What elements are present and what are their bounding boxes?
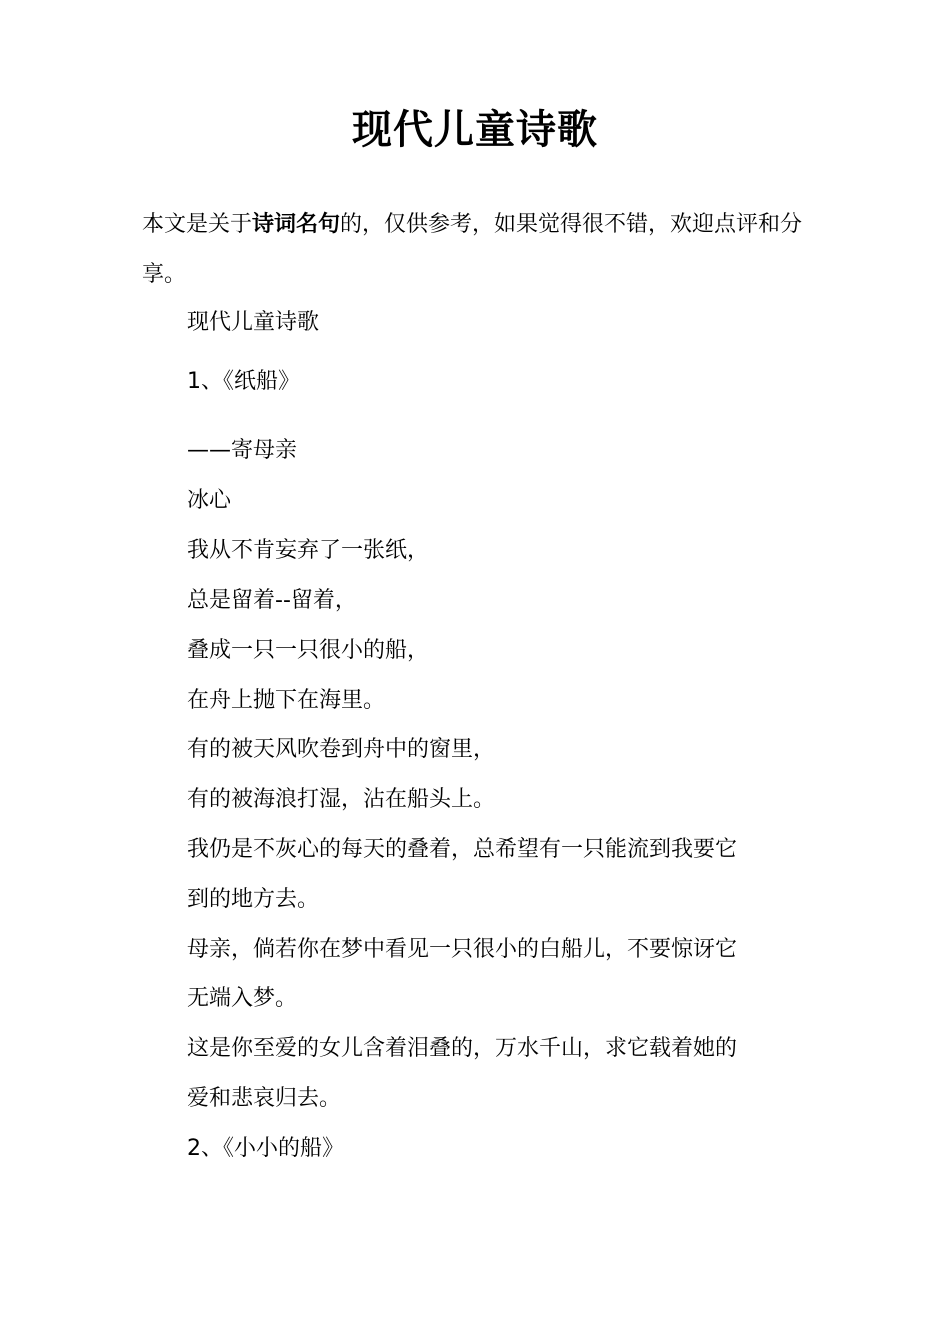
document-title: 现代儿童诗歌 [352,107,598,153]
poem-author: 冰心 [187,488,232,513]
intro-text-before: 本文是关于 [142,212,253,237]
poem-title: 2、《小小的船》 [187,1136,344,1161]
poem-line: 有的被天风吹卷到舟中的窗里， [187,737,496,762]
intro-text-after: 的，仅供参考，如果觉得很不错，欢迎点评和分享。 [142,212,803,287]
poem-line: 我从不肯妄弃了一张纸， [187,538,430,563]
section-heading: 现代儿童诗歌 [187,310,320,335]
poem-line: 总是留着--留着， [187,588,357,613]
poem-line: 我仍是不灰心的每天的叠着，总希望有一只能流到我要它 [187,837,738,862]
poem-line: 母亲，倘若你在梦中看见一只很小的白船儿，不要惊讶它 [187,937,738,962]
poem-line: 有的被海浪打湿，沾在船头上。 [187,787,496,812]
poem-line: 爱和悲哀归去。 [187,1086,342,1111]
intro-bold-keyword: 诗词名句 [252,212,341,237]
poem-line: 在舟上抛下在海里。 [187,688,386,713]
poem-dedication: ——寄母亲 [187,438,298,463]
poem-title: 1、《纸船》 [187,369,300,394]
poem-line: 到的地方去。 [187,887,320,912]
poem-line: 这是你至爱的女儿含着泪叠的，万水千山，求它载着她的 [187,1036,738,1061]
poem-line: 无端入梦。 [187,986,298,1011]
poem-line: 叠成一只一只很小的船， [187,638,430,663]
intro-paragraph [142,200,812,300]
